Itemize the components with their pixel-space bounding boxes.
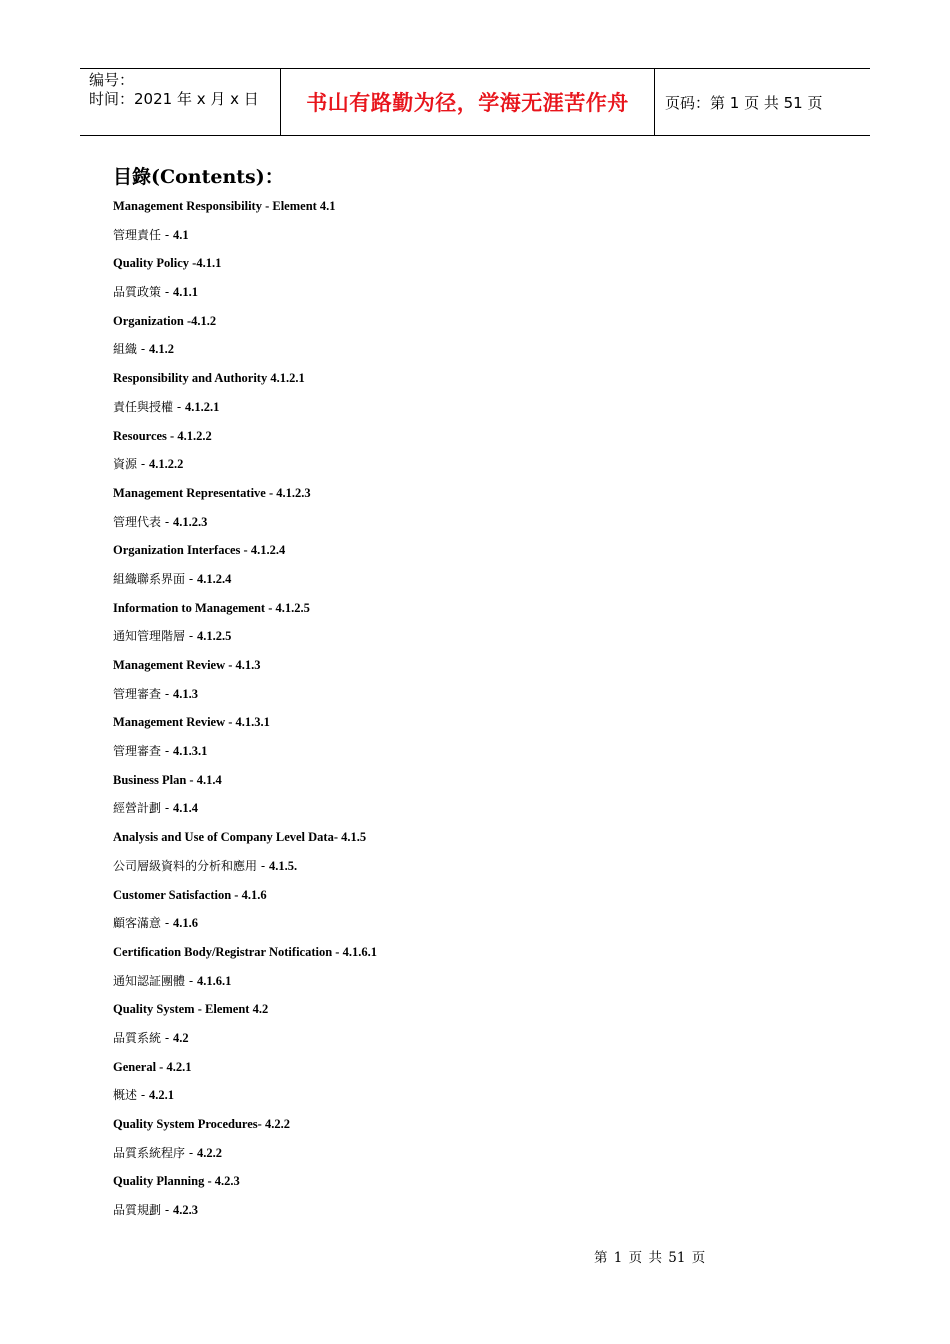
time-label: 时间：2021 年 x 月 x 日 bbox=[89, 90, 259, 108]
toc-entry bbox=[113, 1081, 377, 1110]
toc-entry-number: 4.1.2.5 bbox=[196, 629, 232, 644]
toc-entry bbox=[113, 1139, 377, 1168]
toc-entry bbox=[113, 278, 377, 307]
toc-entry bbox=[113, 221, 377, 250]
toc-entry-label: 公司層級資料的分析和應用 - bbox=[113, 858, 269, 873]
toc-entry-number: 4.1 bbox=[172, 227, 189, 242]
toc-entry bbox=[113, 450, 377, 479]
toc-entry: Quality System - Element 4.2 bbox=[113, 1002, 269, 1017]
toc-entry-label: 組織聯系界面 - bbox=[113, 571, 197, 586]
toc-entry-label: 管理審查 - bbox=[113, 686, 173, 701]
header-page-cell bbox=[655, 69, 870, 135]
contents-title: 目錄(Contents)： bbox=[113, 166, 284, 188]
toc-entry bbox=[113, 680, 377, 709]
toc-entry-label: 通知管理階層 - bbox=[113, 629, 197, 644]
table-of-contents bbox=[113, 192, 377, 1225]
toc-entry-number: 4.2.1 bbox=[148, 1088, 174, 1103]
toc-entry: Organization -4.1.2 bbox=[113, 313, 217, 328]
header-meta-cell bbox=[80, 69, 281, 135]
toc-entry: General - 4.2.1 bbox=[113, 1059, 192, 1074]
toc-entry bbox=[113, 852, 377, 881]
toc-entry-label: 品質規劃 - bbox=[113, 1203, 173, 1218]
toc-entry-label: 組織 - bbox=[113, 342, 149, 357]
toc-entry: Quality Policy -4.1.1 bbox=[113, 256, 222, 271]
number-label: 编号： bbox=[89, 71, 135, 89]
toc-entry: Quality Planning - 4.2.3 bbox=[113, 1174, 240, 1189]
toc-entry-label: 品質政策 - bbox=[113, 285, 173, 300]
toc-entry-number: 4.1.2.1 bbox=[184, 399, 220, 414]
toc-entry bbox=[113, 335, 377, 364]
page-label: 页码：第 1 页 共 51 页 bbox=[665, 93, 823, 112]
toc-entry bbox=[113, 565, 377, 594]
toc-entry: Certification Body/Registrar Notification - 4.1.6.1 bbox=[113, 944, 377, 959]
page-footer: 第 1 页 共 51 页 bbox=[594, 1250, 706, 1266]
toc-entry-number: 4.1.1 bbox=[172, 285, 198, 300]
toc-entry: Resources - 4.1.2.2 bbox=[113, 428, 212, 443]
toc-entry-label: 管理責任 - bbox=[113, 227, 173, 242]
toc-entry: Customer Satisfaction - 4.1.6 bbox=[113, 887, 267, 902]
toc-entry bbox=[113, 909, 377, 938]
toc-entry: Organization Interfaces - 4.1.2.4 bbox=[113, 543, 286, 558]
toc-entry-number: 4.1.4 bbox=[172, 801, 198, 816]
toc-entry-number: 4.1.3 bbox=[172, 686, 198, 701]
toc-entry bbox=[113, 622, 377, 651]
toc-entry-number: 4.1.2.3 bbox=[172, 514, 208, 529]
toc-entry: Management Review - 4.1.3.1 bbox=[113, 715, 270, 730]
toc-entry-number: 4.1.2.2 bbox=[148, 457, 184, 472]
toc-entry-label: 經營計劃 - bbox=[113, 801, 173, 816]
toc-entry-label: 通知認証團體 - bbox=[113, 973, 197, 988]
toc-entry-number: 4.1.3.1 bbox=[172, 744, 208, 759]
toc-entry: Business Plan - 4.1.4 bbox=[113, 772, 222, 787]
header-motto-cell bbox=[281, 69, 655, 135]
toc-entry-label: 管理審查 - bbox=[113, 744, 173, 759]
toc-entry: Management Review - 4.1.3 bbox=[113, 658, 261, 672]
toc-entry bbox=[113, 1196, 377, 1225]
toc-entry: Analysis and Use of Company Level Data- 4.1.5 bbox=[113, 830, 367, 845]
toc-entry-number: 4.1.2 bbox=[148, 342, 174, 357]
toc-entry bbox=[113, 1024, 377, 1053]
toc-entry bbox=[113, 794, 377, 823]
toc-entry-label: 責任與授權 - bbox=[113, 399, 185, 414]
toc-entry-number: 4.2.3 bbox=[172, 1203, 198, 1218]
toc-entry bbox=[113, 393, 377, 422]
motto-text: 书山有路勤为径，学海无涯苦作舟 bbox=[306, 91, 629, 115]
document-header bbox=[80, 68, 870, 136]
toc-entry-number: 4.2.2 bbox=[196, 1145, 222, 1160]
toc-entry: Information to Management - 4.1.2.5 bbox=[113, 600, 310, 615]
toc-entry-label: 管理代表 - bbox=[113, 514, 173, 529]
toc-entry-number: 4.1.2.4 bbox=[196, 571, 232, 586]
toc-entry-label: 顧客滿意 - bbox=[113, 916, 173, 931]
toc-entry-number: 4.1.6 bbox=[172, 916, 198, 931]
toc-entry-label: 資源 - bbox=[113, 457, 149, 472]
toc-entry: Management Responsibility - Element 4.1 bbox=[113, 199, 336, 213]
toc-entry: Management Representative - 4.1.2.3 bbox=[113, 485, 311, 500]
toc-entry-number: 4.1.6.1 bbox=[196, 973, 232, 988]
toc-entry bbox=[113, 508, 377, 537]
toc-entry: Responsibility and Authority 4.1.2.1 bbox=[113, 371, 305, 386]
toc-entry-number: 4.2 bbox=[172, 1030, 189, 1045]
toc-entry bbox=[113, 737, 377, 766]
toc-entry-label: 品質系統程序 - bbox=[113, 1145, 197, 1160]
toc-entry-label: 品質系統 - bbox=[113, 1030, 173, 1045]
toc-entry bbox=[113, 967, 377, 996]
toc-entry-label: 概述 - bbox=[113, 1088, 149, 1103]
toc-entry-number: 4.1.5. bbox=[268, 858, 298, 873]
toc-entry: Quality System Procedures- 4.2.2 bbox=[113, 1117, 290, 1131]
